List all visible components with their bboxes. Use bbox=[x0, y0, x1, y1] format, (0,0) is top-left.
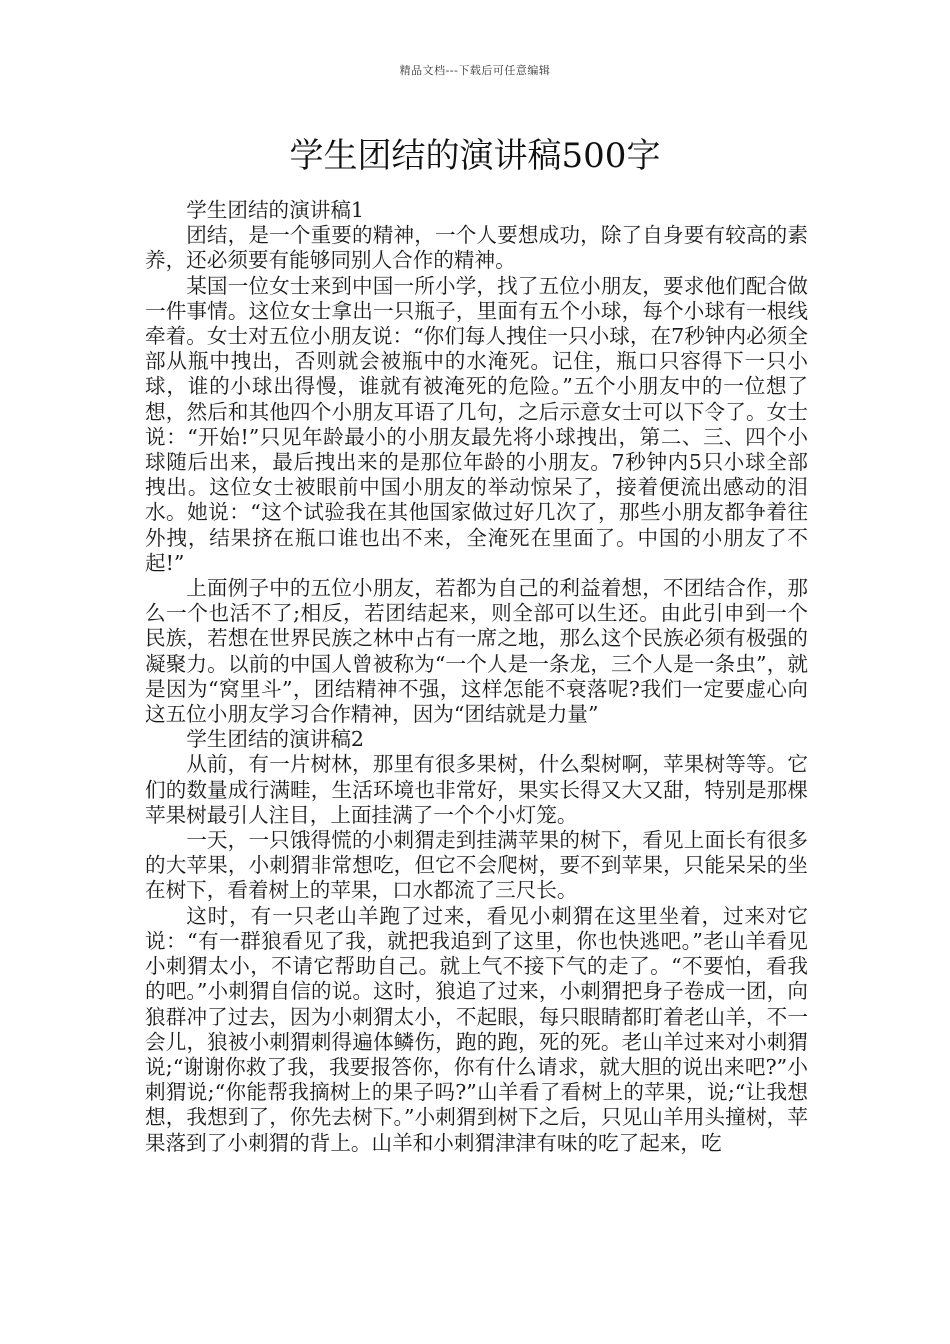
paragraph: 上面例子中的五位小朋友，若都为自己的利益着想，不团结合作，那么一个也活不了;相反，若团结起来，则全部可以生还。由此引申到一个民族，若想在世界民族之林中占有一席之地，那么这个民族必须有极强的凝聚力。以前的中国人曾被称为“一个人是一条龙，三个人是一条虫”，就是因为“窝里斗”，团结精神不强，这样怎能不衰落呢?我们一定要虚心向这五位小朋友学习合作精神，因为“团结就是力量” bbox=[145, 576, 808, 727]
page-header: 精品文档---下载后可任意编辑 bbox=[399, 64, 551, 77]
paragraph: 团结，是一个重要的精神，一个人要想成功，除了自身要有较高的素养，还必须要有能够同别人合作的精神。 bbox=[145, 223, 808, 273]
paragraph: 一天，一只饿得慌的小刺猬走到挂满苹果的树下，看见上面长有很多的大苹果，小刺猬非常想吃，但它不会爬树，要不到苹果，只能呆呆的坐在树下，看着树上的苹果，口水都流了三尺长。 bbox=[145, 828, 808, 903]
document-title: 学生团结的演讲稿500字 bbox=[289, 136, 661, 176]
section-heading-2: 学生团结的演讲稿2 bbox=[186, 727, 365, 752]
paragraph: 从前，有一片树林，那里有很多果树，什么梨树啊，苹果树等等。它们的数量成行满畦，生活环境也非常好，果实长得又大又甜，特别是那棵苹果树最引人注目，上面挂满了一个个小灯笼。 bbox=[145, 752, 808, 827]
paragraph: 这时，有一只老山羊跑了过来，看见小刺猬在这里坐着，过来对它说：“有一群狼看见了我，就把我追到了这里，你也快逃吧。”老山羊看见小刺猬太小，不请它帮助自己。就上气不接下气的走了。“不要怕，看我的吧。”小刺猬自信的说。这时，狼追了过来，小刺猬把身子卷成一团，向狼群冲了过去，因为小刺猬太小，不起眼，每只眼睛都盯着老山羊，不一会儿，狼被小刺猬刺得遍体鳞伤，跑的跑，死的死。老山羊过来对小刺猬说;“谢谢你救了我，我要报答你，你有什么请求，就大胆的说出来吧?”小刺猬说;“你能帮我摘树上的果子吗?”山羊看了看树上的苹果，说;“让我想想，我想到了，你先去树下。”小刺猬到树下之后，只见山羊用头撞树，苹果落到了小刺猬的背上。山羊和小刺猬津津有味的吃了起来，吃 bbox=[145, 903, 808, 1155]
paragraph: 某国一位女士来到中国一所小学，找了五位小朋友，要求他们配合做一件事情。这位女士拿出一只瓶子，里面有五个小球，每个小球有一根线牵着。女士对五位小朋友说：“你们每人拽住一只小球，在7秒钟内必须全部从瓶中拽出，否则就会被瓶中的水淹死。记住，瓶口只容得下一只小球，谁的小球出得慢，谁就有被淹死的危险。”五个小朋友中的一位想了想，然后和其他四个小朋友耳语了几句，之后示意女士可以下令了。女士说：“开始!”只见年龄最小的小朋友最先将小球拽出，第二、三、四个小球随后出来，最后拽出来的是那位年龄的小朋友。7秒钟内5只小球全部拽出。这位女士被眼前中国小朋友的举动惊呆了，接着便流出感动的泪水。她说：“这个试验我在其他国家做过好几次了，那些小朋友都争着往外拽，结果挤在瓶口谁也出不来，全淹死在里面了。中国的小朋友了不起!” bbox=[145, 273, 808, 575]
document-body bbox=[145, 198, 808, 1156]
section-heading-1: 学生团结的演讲稿1 bbox=[186, 198, 365, 222]
